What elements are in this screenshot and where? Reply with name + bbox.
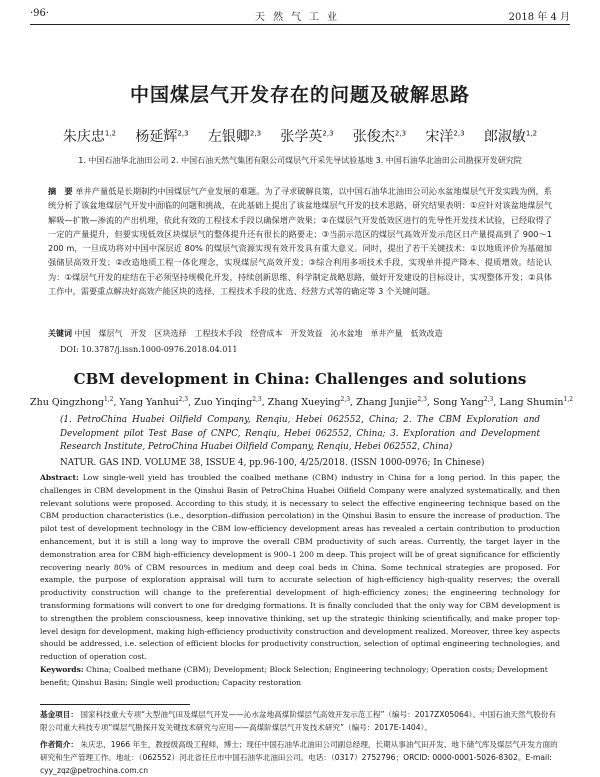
- en-author-affiliation-mark: 2,3: [417, 396, 427, 403]
- zh-author-affiliation-mark: 2,3: [322, 129, 334, 138]
- en-author-name: Zhu Qingzhong: [30, 397, 104, 409]
- en-author-name: Zhang Junjie: [356, 397, 418, 409]
- author-separator: ,: [261, 397, 268, 409]
- en-author: [120, 397, 189, 408]
- zh-author-name: 杨延辉: [135, 129, 178, 145]
- en-author-list: [30, 396, 574, 409]
- en-author: [356, 397, 427, 408]
- en-abstract: [40, 472, 560, 664]
- zh-author-name: 朱庆忠: [62, 129, 105, 145]
- issue-date: 2018 年 4 月: [508, 12, 570, 23]
- zh-author: [425, 129, 464, 145]
- en-author-affiliation-mark: 1,2: [563, 396, 574, 403]
- page-number: ·96·: [30, 8, 50, 19]
- funding-text: 国家科技重大专项“大型油气田及煤层气开发——沁水盆地高煤阶煤层气高效开发示范工程”（编号：2017ZX05064）、中国石油天然气股份有限公司重大科技专项“煤层气勘探开发关键技术研究与应用——高煤阶煤层气开发技术研究”（编号：2017E-1404）。: [40, 710, 556, 732]
- header-rule: [30, 24, 570, 25]
- zh-abstract-text: 单井产量低是长期制约中国煤层气产业发展的难题。为了寻求破解良策，以中国石油华北油田公司沁水盆地煤层气开发实践为例，系统分析了该盆地煤层气开发中面临的问题和挑战，在此基础上提出了该盆地煤层气开发的技术思路，研究结果表明：①应针对该盆地煤层气解吸—扩散—渗流的产出机理，依此有效的工程技术手段以确保增产效果；②在煤层气开发低效区进行的先导性开发技术试验，已经取得了一定的产量提升，但要实现低效区块煤层气的整体提升还有很长的路要走；③当前示范区的煤层气高效开发示范区日产量提高到了 900～1 200 m，一旦成功将对中国中深层近 80% 的煤层气资源实现有效开发具有重大意义。同时，提出了若干关键技术：①以地质评价为基础加强储层高效开发；②改造地质工程一体化理念，实现煤层气高效开发；③综合利用多项技术手段，实现单井提产降本、提质增效。结论认为：①煤层气开发的症结在于必须坚持规模化开发，持续创新思维、科学制定战略思路，做好开发建设的目标设计，实现整体开发；②具体工作中，需要重点解决好高效产能区块的选择、工程技术手段的优选、经营方式等的确定等 3 个关键问题。: [48, 186, 552, 297]
- zh-abstract-label: 摘 要: [48, 186, 73, 196]
- en-abstract-text: Low single-well yield has troubled the coalbed methane (CBM) industry in China for a long period. In this paper, the challenges in CBM development in the Qinshui Basin of PetroChina Huabei Oilfield Company were analyzed systematically, and then relevant solutions were proposed. According to this study, it is necessary to select the effective engineering technique based on the CBM production characteristics (i.e., desorption–diffusion percolation) in the Qinshui Basin to ensure the increase of production. The pilot test of development technology in the CBM low-efficiency development areas has revealed a certain contribution to production enhancement, but it is still a long way to improve the overall CBM productivity of such areas. Currently, the target layer in the demonstration area for CBM high-efficiency development is 900–1 200 m deep. This project will be of great significance for efficiently recovering nearly 80% of CBM resources in medium and deep coal beds in China. Some technical strategies are proposed. For example, the purpose of exploration appraisal will turn to accurate selection of high-efficiency high-quality reserves; the overall productivity construction will change to the preferential development of high-efficiency zones; the engineering technology for transforming formations will convert to one for dredging formations. It is finally concluded that the only way for CBM development is to strengthen the problem consciousness, keep innovative thinking, set up the strategic thinking scientifically, and make proper top-level design for development, making high-efficiency productivity construction and development realized. Moreover, three key aspects should be addressed, i.e. selection of efficient blocks for productivity construction, selection of optimal engineering technologies, and reduction of operation cost.: [40, 473, 560, 662]
- zh-author-name: 郎淑敏: [483, 129, 526, 145]
- en-author-affiliation-mark: 1,2: [103, 396, 114, 403]
- zh-affiliations: 1. 中国石油华北油田公司 2. 中国石油天然气集团有限公司煤层气开采先导试验基地 3. 中国石油华北油田公司勘探开发研究院: [78, 156, 522, 165]
- zh-author: [484, 129, 537, 145]
- en-title: CBM development in China: Challenges and solutions: [73, 370, 527, 388]
- en-author-affiliation-mark: 2,3: [178, 396, 189, 403]
- zh-author: [208, 129, 261, 145]
- zh-author-list: [30, 126, 570, 146]
- author-separator: ,: [350, 397, 357, 409]
- author-separator: [189, 129, 208, 145]
- zh-abstract: [48, 184, 552, 298]
- zh-author-name: 张俊杰: [352, 129, 395, 145]
- en-author-affiliation-mark: 2,3: [340, 396, 351, 403]
- en-author: [194, 397, 262, 408]
- zh-author: [63, 129, 116, 145]
- author-separator: ,: [493, 397, 500, 409]
- author-bio-note: [40, 738, 560, 777]
- en-author-name: Yang Yanhui: [119, 397, 179, 409]
- zh-author: [135, 129, 188, 145]
- author-separator: ,: [113, 397, 120, 409]
- zh-author-name: 张学英: [280, 129, 323, 145]
- en-author: [433, 397, 493, 408]
- footnote-rule: [40, 704, 190, 705]
- zh-author: [280, 129, 333, 145]
- en-keywords: [40, 664, 560, 690]
- running-header: [30, 8, 570, 24]
- zh-author-affiliation-mark: 1,2: [525, 129, 538, 138]
- en-affiliations: (1. PetroChina Huabei Oilfield Company, Renqiu, Hebei 062552, China; 2. The CBM Exploration and Development pilot Test Base of CNPC, Renqiu, Hebei 062552, China; 3. Exploration and Development Research Institute, PetroChina Huabei Oilfield Company, Renqiu, Hebei 062552, China): [60, 415, 540, 452]
- zh-author-affiliation-mark: 2,3: [453, 129, 465, 138]
- author-separator: [406, 129, 425, 145]
- funding-label: 基金项目：: [40, 710, 78, 719]
- zh-author-name: 左银卿: [207, 129, 250, 145]
- author-separator: ,: [426, 397, 433, 409]
- zh-author-affiliation-mark: 2,3: [394, 129, 407, 138]
- author-separator: [116, 129, 135, 145]
- funding-note: [40, 708, 560, 734]
- en-author: [30, 397, 113, 408]
- zh-author-affiliation-mark: 2,3: [249, 129, 262, 138]
- zh-keywords: [48, 328, 552, 339]
- zh-author-affiliation-mark: 2,3: [177, 129, 189, 138]
- author-separator: [261, 129, 280, 145]
- author-separator: ,: [188, 397, 195, 409]
- zh-title: 中国煤层气开发存在的问题及破解思路: [129, 84, 470, 106]
- en-author: [268, 397, 350, 408]
- author-separator: [334, 129, 353, 145]
- en-author-name: Zuo Yinqing: [194, 397, 253, 409]
- zh-keywords-text: 中国 煤层气 开发 区块选择 工程技术手段 经营成本 开发效益 沁水盆地 单井产量 低效改造: [74, 329, 443, 338]
- en-author-affiliation-mark: 2,3: [252, 396, 262, 403]
- journal-name: 天然气工业: [255, 12, 345, 23]
- en-author-name: Zhang Xueying: [267, 397, 341, 409]
- en-keywords-text: China; Coalbed methane (CBM); Development; Block Selection; Engineering technology; Operation costs; Development benefit; Qinshui Basin; Single well production; Capacity restoration: [40, 665, 548, 687]
- author-separator: [465, 129, 484, 145]
- en-journal-line: NATUR. GAS IND. VOLUME 38, ISSUE 4, pp.96-100, 4/25/2018. (ISSN 1000-0976; In Chinese): [60, 458, 485, 468]
- author-bio-label: 作者简介：: [40, 740, 78, 749]
- en-author-name: Lang Shumin: [499, 397, 564, 409]
- en-keywords-label: Keywords:: [40, 665, 84, 674]
- en-author-affiliation-mark: 2,3: [483, 396, 494, 403]
- zh-author-affiliation-mark: 1,2: [104, 129, 117, 138]
- en-author-name: Song Yang: [432, 397, 484, 409]
- en-abstract-label: Abstract:: [40, 473, 79, 482]
- en-author: [499, 397, 573, 408]
- doi: DOI: 10.3787/j.issn.1000-0976.2018.04.011: [60, 345, 238, 354]
- author-bio-text: 朱庆忠，1966 年生，教授级高级工程师，博士；现任中国石油华北油田公司副总经理，长期从事油气田开发、地下储气库及煤层气开发方面的研究和生产管理工作。地址：（062552）河北省任丘市中国石油华北油田公司。电话：（0317）2752796；ORCID: 0000-0001-5026-8302。E-mail: cyy_zqz@petrochina.com.cn: [40, 740, 558, 775]
- zh-author: [353, 129, 406, 145]
- zh-author-name: 宋洋: [425, 129, 454, 145]
- zh-keywords-label: 关键词: [48, 329, 72, 338]
